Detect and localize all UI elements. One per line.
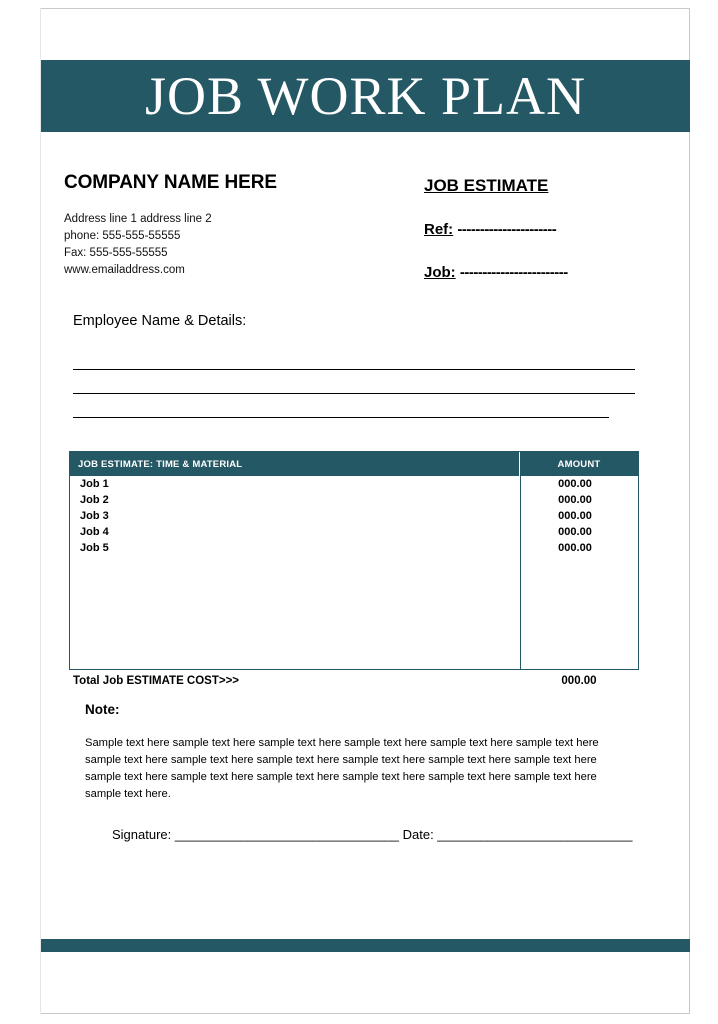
company-name: COMPANY NAME HERE (64, 172, 277, 193)
table-row (70, 508, 638, 524)
table-cell-amount: 000.00 (558, 542, 592, 554)
employee-line-1 (73, 369, 635, 370)
left-margin-strip (28, 8, 41, 1014)
employee-details-label: Employee Name & Details: (73, 313, 247, 329)
table-body (70, 476, 638, 669)
employee-line-2 (73, 393, 635, 394)
job-row (424, 264, 568, 281)
table-cell-description: Job 5 (80, 542, 109, 554)
company-fax: Fax: 555-555-55555 (64, 247, 168, 259)
ref-row (424, 221, 556, 238)
ref-label: Ref: (424, 221, 454, 238)
table-header-description: JOB ESTIMATE: TIME & MATERIAL (70, 452, 520, 476)
employee-line-3 (73, 417, 609, 418)
signature-date-line: Signature: _______________________________ Date: ___________________________ (112, 827, 633, 842)
total-cost-label: Total Job ESTIMATE COST>>> (73, 675, 240, 687)
table-header-row (70, 452, 638, 476)
table-cell-description: Job 3 (80, 510, 109, 522)
footer-bar (41, 939, 690, 952)
header-banner (41, 60, 690, 132)
table-cell-description: Job 2 (80, 494, 109, 506)
company-phone: phone: 555-555-55555 (64, 230, 181, 242)
table-header-amount: AMOUNT (557, 458, 601, 470)
company-website: www.emailaddress.com (64, 264, 185, 276)
job-estimate-heading: JOB ESTIMATE (424, 176, 549, 195)
company-details (64, 211, 212, 279)
table-column-divider (520, 476, 521, 669)
table-row (70, 492, 638, 508)
page-title: JOB WORK PLAN (144, 66, 587, 126)
ref-value: ---------------------- (457, 221, 557, 238)
table-cell-description: Job 1 (80, 478, 109, 490)
note-label: Note: (85, 702, 120, 717)
table-row (70, 476, 638, 492)
table-cell-amount: 000.00 (558, 494, 592, 506)
company-address: Address line 1 address line 2 (64, 213, 212, 225)
note-text: Sample text here sample text here sample text here sample text here sample text here sample text here sample text here sample text here sample text here sample text here sample text here sample text here sample text here sample text here sample text here sample text here sample text here sample text here sample text here. (85, 737, 599, 800)
job-estimate-table (69, 451, 639, 670)
table-cell-description: Job 4 (80, 526, 109, 538)
total-cost-value: 000.00 (561, 675, 597, 687)
table-row (70, 524, 638, 540)
job-value: ------------------------ (459, 264, 568, 281)
table-cell-amount: 000.00 (558, 526, 592, 538)
table-row (70, 540, 638, 556)
job-label: Job: (424, 264, 456, 281)
table-cell-amount: 000.00 (558, 510, 592, 522)
table-cell-amount: 000.00 (558, 478, 592, 490)
